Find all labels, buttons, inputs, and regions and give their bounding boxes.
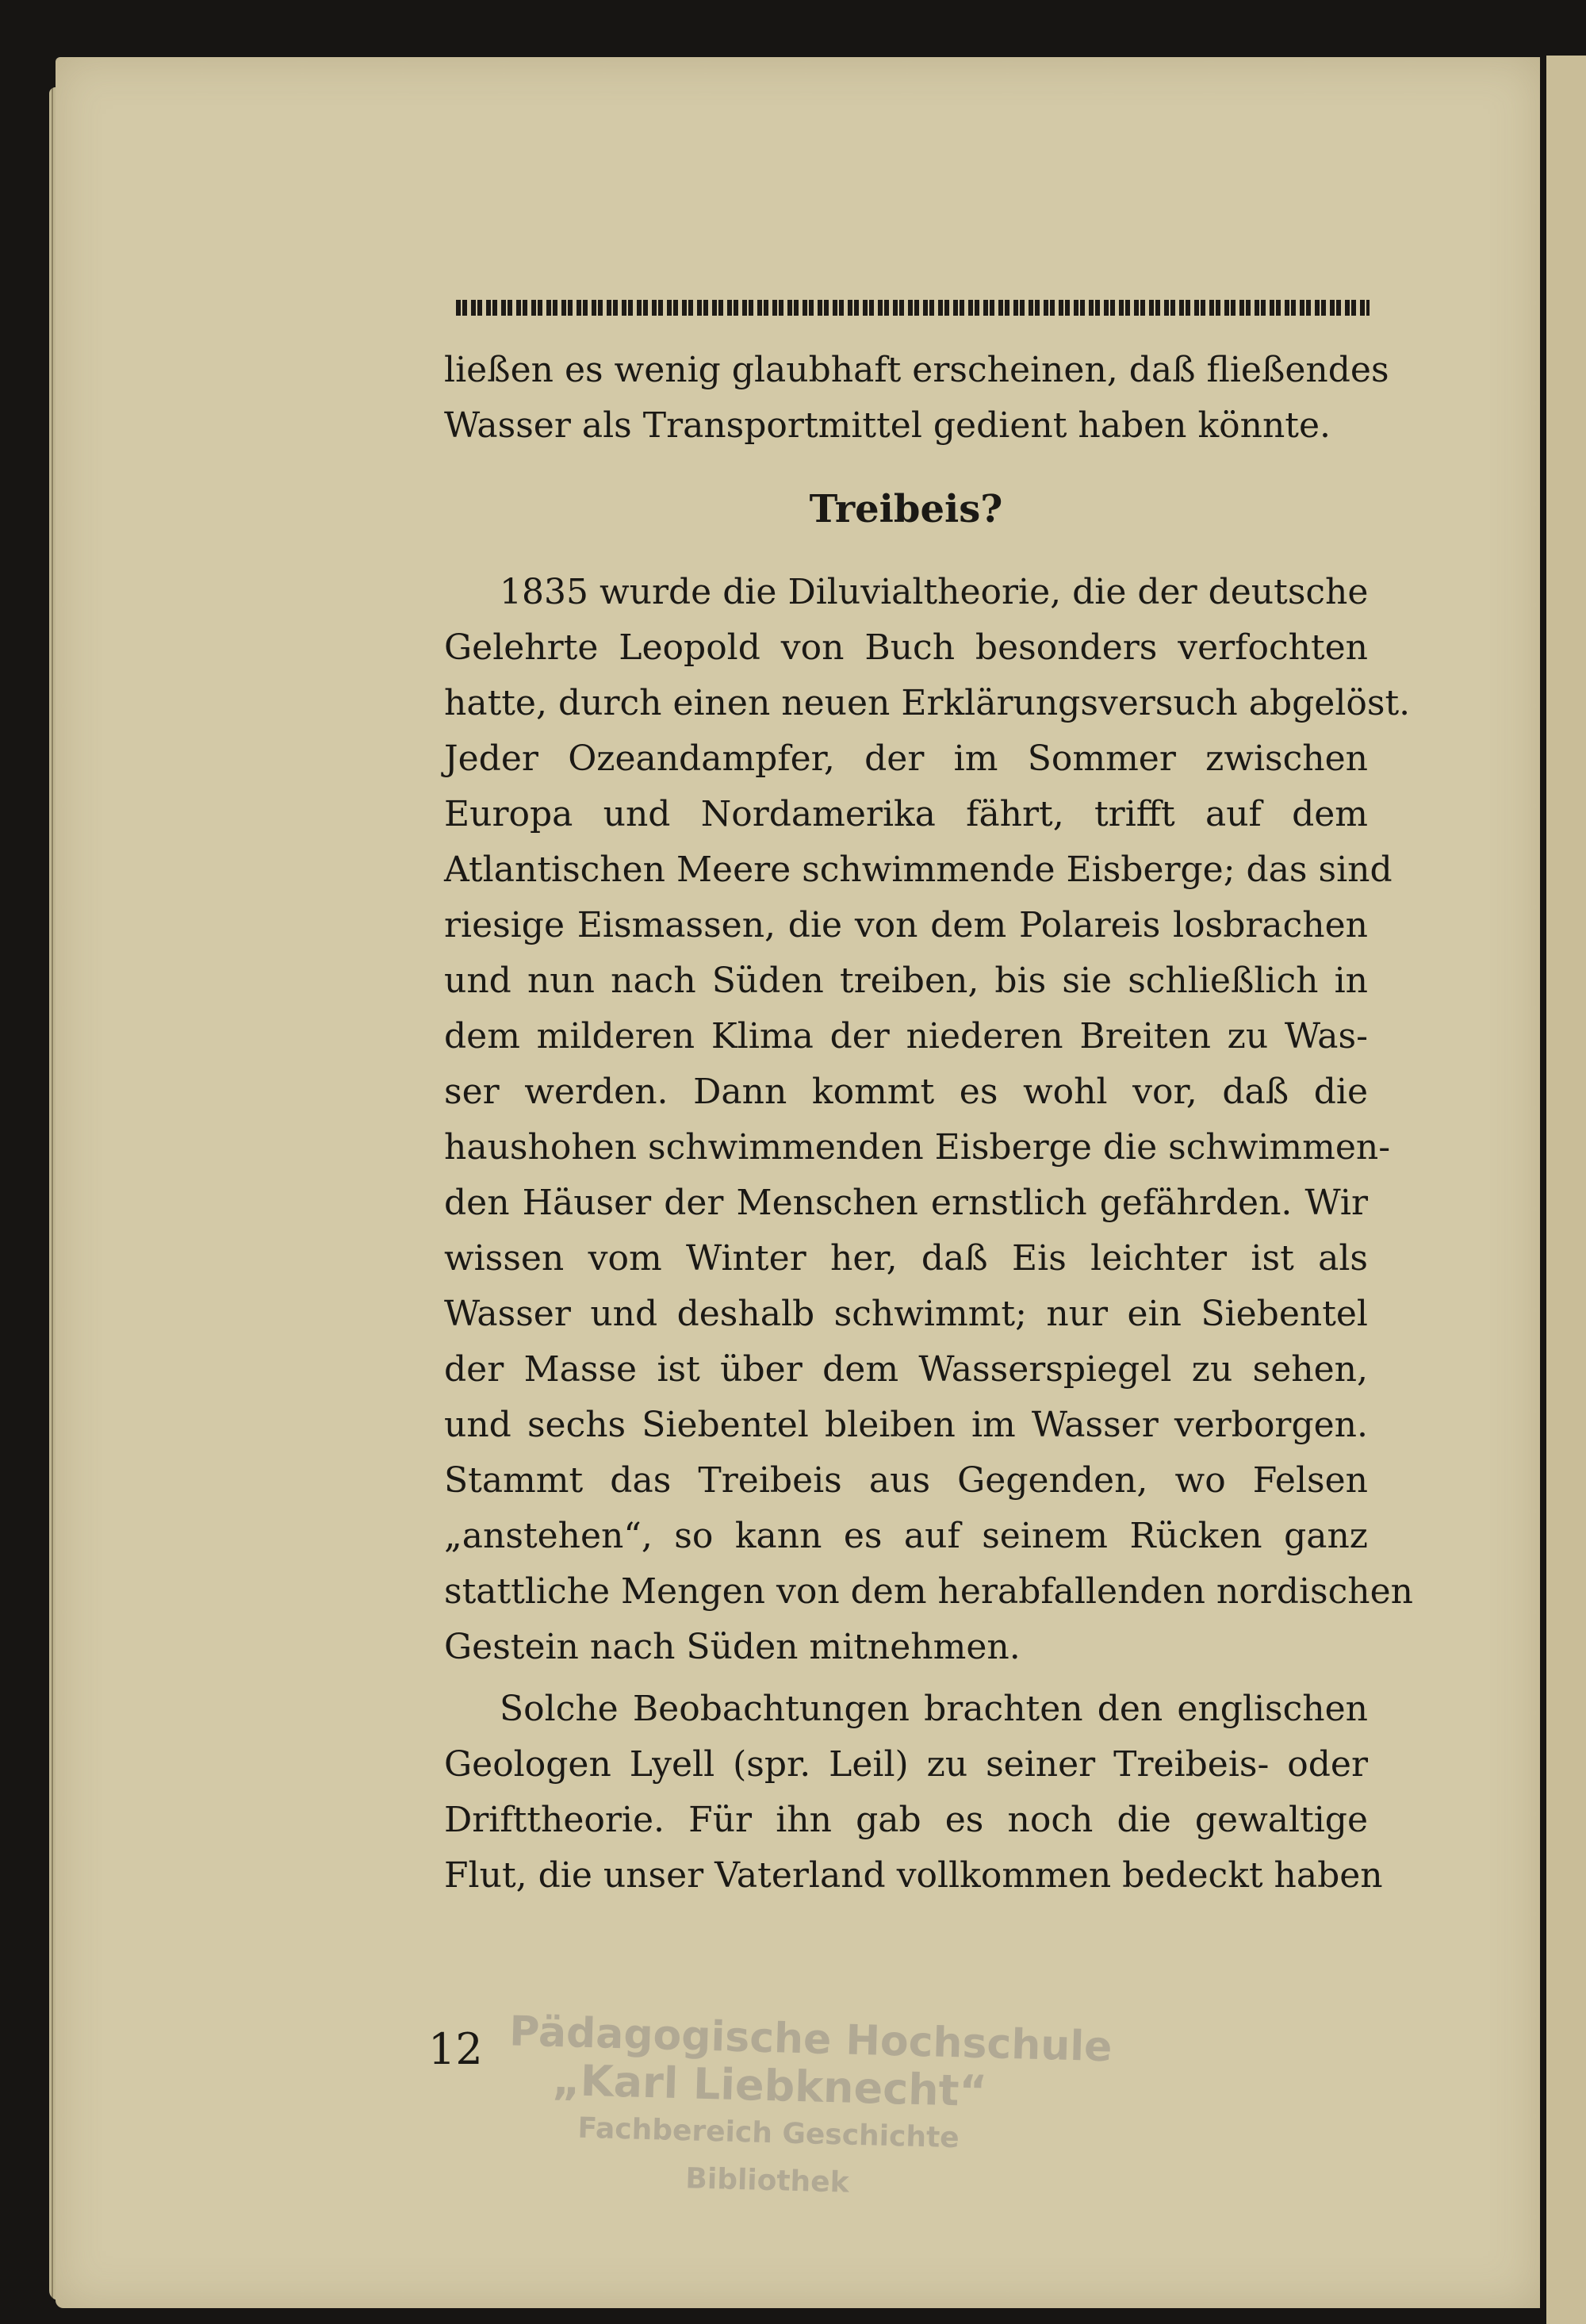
- text-line: Geologen Lyell (spr. Leil) zu seiner Treibeis- oder: [444, 1744, 1368, 1785]
- text-line: den Häuser der Menschen ernstlich gefährden. Wir: [444, 1183, 1368, 1223]
- section-heading: Treibeis?: [809, 487, 1003, 531]
- text-line: Europa und Nordamerika fährt, trifft auf dem: [444, 794, 1368, 834]
- text-line: stattliche Mengen von dem herabfallenden nordischen: [444, 1571, 1413, 1612]
- stamp-line: Pädagogische Hochschule: [508, 2008, 1113, 2072]
- paragraph-gap: [444, 1675, 1368, 1682]
- text-line: Atlantischen Meere schwimmende Eisberge; das sind: [444, 849, 1393, 890]
- text-line: Flut, die unser Vaterland vollkommen bedeckt haben: [444, 1855, 1383, 1896]
- library-stamp: [505, 2008, 1113, 2203]
- text-line: ser werden. Dann kommt es wohl vor, daß die: [444, 1072, 1368, 1112]
- paragraph: [444, 343, 1389, 454]
- text-line: Jeder Ozeandampfer, der im Sommer zwischen: [444, 738, 1368, 779]
- paragraph: [444, 565, 1413, 1675]
- text-line: Gelehrte Leopold von Buch besonders verfochten: [444, 627, 1368, 668]
- text-line: 1835 wurde die Diluvialtheorie, die der deutsche: [500, 572, 1369, 612]
- text-line: Stammt das Treibeis aus Gegenden, wo Felsen: [444, 1460, 1368, 1501]
- text-line: Wasser als Transportmittel gedient haben könnte.: [444, 405, 1331, 446]
- text-line: Drifttheorie. Für ihn gab es noch die gewaltige: [444, 1800, 1368, 1840]
- text-line: haushohen schwimmenden Eisberge die schwimmen-: [444, 1127, 1391, 1168]
- text-line: dem milderen Klima der niederen Breiten zu Was-: [444, 1016, 1368, 1057]
- stamp-line: Bibliothek: [684, 2162, 850, 2199]
- text-line: und nun nach Süden treiben, bis sie schließlich in: [444, 961, 1368, 1001]
- text-line: riesige Eismassen, die von dem Polareis losbrachen: [444, 905, 1368, 945]
- text-line: der Masse ist über dem Wasserspiegel zu sehen,: [444, 1349, 1368, 1390]
- page-body: [444, 343, 1413, 1904]
- header-ornament: [456, 300, 1370, 316]
- text-line: und sechs Siebentel bleiben im Wasser verborgen.: [444, 1405, 1368, 1445]
- facing-page-edge: [1546, 56, 1586, 2324]
- paragraph: [444, 1682, 1383, 1904]
- text-line: Wasser und deshalb schwimmt; nur ein Siebentel: [444, 1294, 1368, 1334]
- stamp-line: Fachbereich Geschichte: [577, 2111, 960, 2155]
- text-line: hatte, durch einen neuen Erklärungsversuch abgelöst.: [444, 683, 1411, 723]
- text-line: ließen es wenig glaubhaft erscheinen, daß fließendes: [444, 350, 1389, 390]
- text-line: „anstehen“, so kann es auf seinem Rücken ganz: [444, 1516, 1368, 1556]
- stamp-line: „Karl Liebknecht“: [551, 2054, 988, 2117]
- page-number: 12: [428, 2024, 483, 2074]
- text-line: wissen vom Winter her, daß Eis leichter ist als: [444, 1238, 1368, 1279]
- text-line: Solche Beobachtungen brachten den englischen: [500, 1689, 1368, 1729]
- text-line: Gestein nach Süden mitnehmen.: [444, 1627, 1021, 1667]
